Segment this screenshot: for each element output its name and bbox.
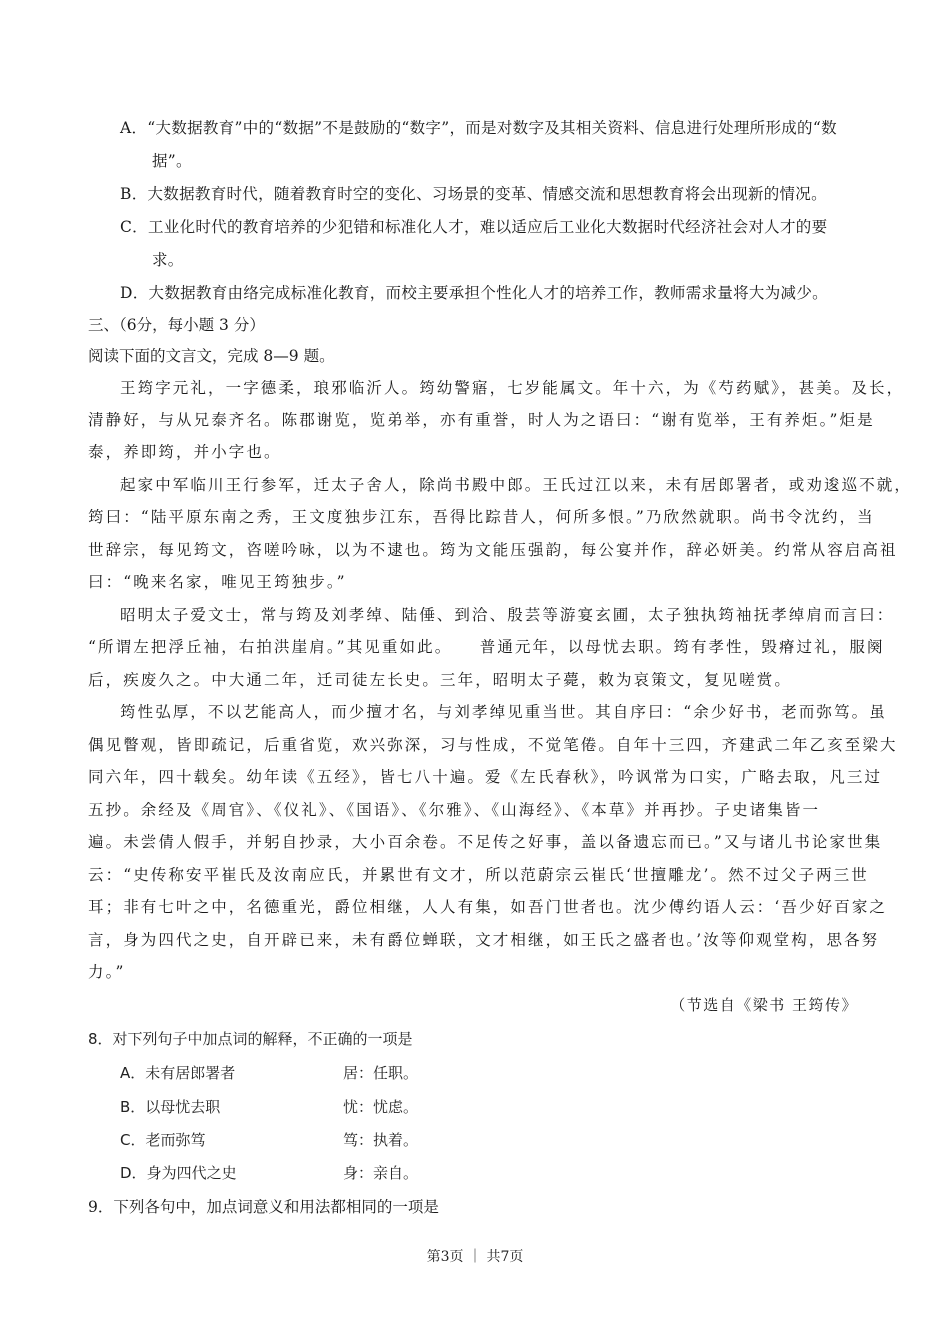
option-text: “大数据教育”中的“数据”不是鼓励的“数字”，而是对数字及其相关资料、信息进行处理所形成的“数 — [147, 119, 837, 137]
q8-option-d-gloss: 身：亲自。 — [343, 1164, 419, 1182]
q7-option-a-continued: 据”。 — [152, 152, 192, 170]
q7-option-a — [120, 116, 837, 138]
q8-option-b — [120, 1096, 220, 1117]
passage-line: 后，疾废久之。中大通二年，迁司徒左长史。三年，昭明太子薨，敕为哀策文，复见嗟赏。 — [88, 671, 793, 689]
option-label: C． — [120, 1131, 146, 1149]
q8-option-c — [120, 1129, 206, 1150]
passage-line: 耳；非有七叶之中，名德重光，爵位相继，人人有集，如吾门世者也。沈少傅约语人云：‘吾少好百家之 — [88, 898, 888, 916]
option-text: 大数据教育时代，随着教育时空的变化、习场景的变革、情感交流和思想教育将会出现新的情况。 — [147, 185, 827, 203]
q7-option-c — [120, 215, 827, 237]
passage-line: 泰，养即筠，并小字也。 — [88, 443, 282, 461]
passage-line: 清静好，与从兄泰齐名。陈郡谢览，览弟举，亦有重誉，时人为之语曰：“谢有览举，王有养炬。”炬是 — [88, 411, 875, 429]
section-instruction: 阅读下面的文言文，完成 8—9 题。 — [88, 347, 335, 365]
q8-option-d — [120, 1162, 237, 1183]
passage-line: 王筠字元礼，一字德柔，琅邪临沂人。筠幼警寤，七岁能属文。年十六，为《芍药赋》，甚美。及长， — [120, 379, 905, 397]
passage-line: 云：“史传称安平崔氏及汝南应氏，并累世有文才，所以范蔚宗云崔氏‘世擅雕龙’。然不过父子两三世 — [88, 866, 869, 884]
passage-line: 世辞宗，每见筠文，咨嗟吟咏，以为不逮也。筠为文能压强韵，每公宴并作，辞必妍美。约常从容启高祖 — [88, 541, 898, 559]
q9-stem: 9．下列各句中，加点词意义和用法都相同的一项是 — [88, 1198, 439, 1216]
passage-line: 同六年，四十载矣。幼年读《五经》，皆七八十遍。爱《左氏春秋》，吟讽常为口实，广略去取，凡三过 — [88, 768, 883, 786]
q8-option-a — [120, 1062, 235, 1083]
passage-line: “所谓左把浮丘袖，右拍洪崖肩。”其见重如此。 普通元年，以母忧去职。筠有孝性，毁瘠过礼，服阕 — [88, 638, 885, 656]
option-sentence: 未有居郎署者 — [145, 1064, 236, 1082]
option-label: B． — [120, 1098, 146, 1116]
passage-line: 昭明太子爱文士，常与筠及刘孝绰、陆倕、到洽、殷芸等游宴玄圃，太子独执筠袖抚孝绰肩而言曰： — [120, 606, 895, 624]
q7-option-d — [120, 281, 828, 303]
q8-option-b-gloss: 忧：忧虑。 — [343, 1098, 419, 1116]
q8-stem: 8．对下列句子中加点词的解释，不正确的一项是 — [88, 1030, 413, 1048]
q7-option-b — [120, 182, 827, 204]
option-label: A． — [120, 119, 148, 137]
q7-option-c-continued: 求。 — [152, 251, 184, 269]
passage-line: 遍。未尝倩人假手，并躬自抄录，大小百余卷。不足传之好事，盖以备遗忘而已。”又与诸儿书论家世集 — [88, 833, 883, 851]
passage-line: 筠性弘厚，不以艺能高人，而少擅才名，与刘孝绰见重当世。其自序曰：“余少好书，老而弥笃。虽 — [120, 703, 887, 721]
option-text: 大数据教育由络完成标准化教育，而校主要承担个性化人才的培养工作，教师需求量将大为减少。 — [148, 284, 828, 302]
passage-line: 五抄。余经及《周官》、《仪礼》、《国语》、《尔雅》、《山海经》、《本草》并再抄。子史诸集皆一 — [88, 801, 821, 819]
passage-line: 言，身为四代之史，自开辟已来，未有爵位蝉联，文才相继，如王氏之盛者也。’汝等仰观堂构，思各努 — [88, 931, 880, 949]
source-note: （节选自《梁书 王筠传》 — [670, 996, 858, 1014]
passage-line: 筠曰：“陆平原东南之秀，王文度独步江东，吾得比踪昔人，何所多恨。”乃欣然就职。尚书令沈约，当 — [88, 508, 875, 526]
passage-line: 偶见瞥观，皆即疏记，后重省览，欢兴弥深，习与性成，不觉笔倦。自年十三四，齐建武二年乙亥至梁大 — [88, 736, 898, 754]
passage-line: 起家中军临川王行参军，迁太子舍人，除尚书殿中郎。王氏过江以来，未有居郎署者，或劝逡巡不就， — [120, 476, 913, 494]
option-sentence: 老而弥笃 — [145, 1131, 206, 1149]
passage-line: 力。” — [88, 963, 126, 981]
option-sentence: 以母忧去职 — [145, 1098, 221, 1116]
page-footer: 第3页 ｜ 共7页 — [426, 1249, 524, 1265]
section-heading: 三、（6分，每小题 3 分） — [88, 316, 265, 334]
passage-line: 曰：“晚来名家，唯见王筠独步。” — [88, 573, 347, 591]
option-text: 工业化时代的教育培养的少犯错和标准化人才，难以适应后工业化大数据时代经济社会对人才的要 — [147, 218, 828, 236]
option-label: C． — [120, 218, 148, 236]
option-label: A． — [120, 1064, 146, 1082]
q8-option-a-gloss: 居：任职。 — [343, 1064, 419, 1082]
option-label: D． — [120, 1164, 147, 1182]
option-label: D． — [120, 284, 149, 302]
option-label: B． — [120, 185, 148, 203]
option-sentence: 身为四代之史 — [146, 1164, 237, 1182]
q8-option-c-gloss: 笃：执着。 — [343, 1131, 419, 1149]
